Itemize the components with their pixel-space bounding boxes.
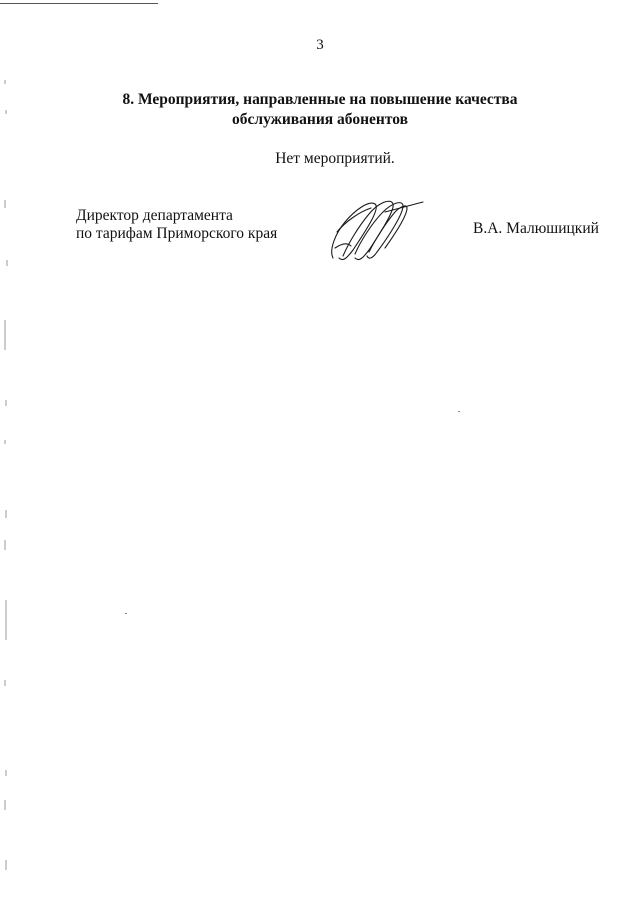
signer-position-line-1: Директор департамента	[76, 207, 233, 224]
signer-name: В.А. Малюшицкий	[473, 220, 599, 237]
scan-speck	[125, 613, 127, 614]
signer-position	[76, 207, 277, 243]
section-heading-line-2: обслуживания абонентов	[232, 111, 408, 128]
scan-edge-marks	[3, 80, 11, 900]
section-heading-line-1: 8. Мероприятия, направленные на повышение качества	[122, 91, 518, 108]
section-heading	[60, 90, 580, 130]
scan-speck	[458, 411, 460, 412]
section-body-text: Нет мероприятий.	[275, 150, 395, 167]
handwritten-signature	[325, 192, 425, 264]
signer-position-line-2: по тарифам Приморского края	[76, 225, 278, 242]
scan-top-rule	[0, 3, 158, 4]
page-number: 3	[316, 37, 324, 53]
